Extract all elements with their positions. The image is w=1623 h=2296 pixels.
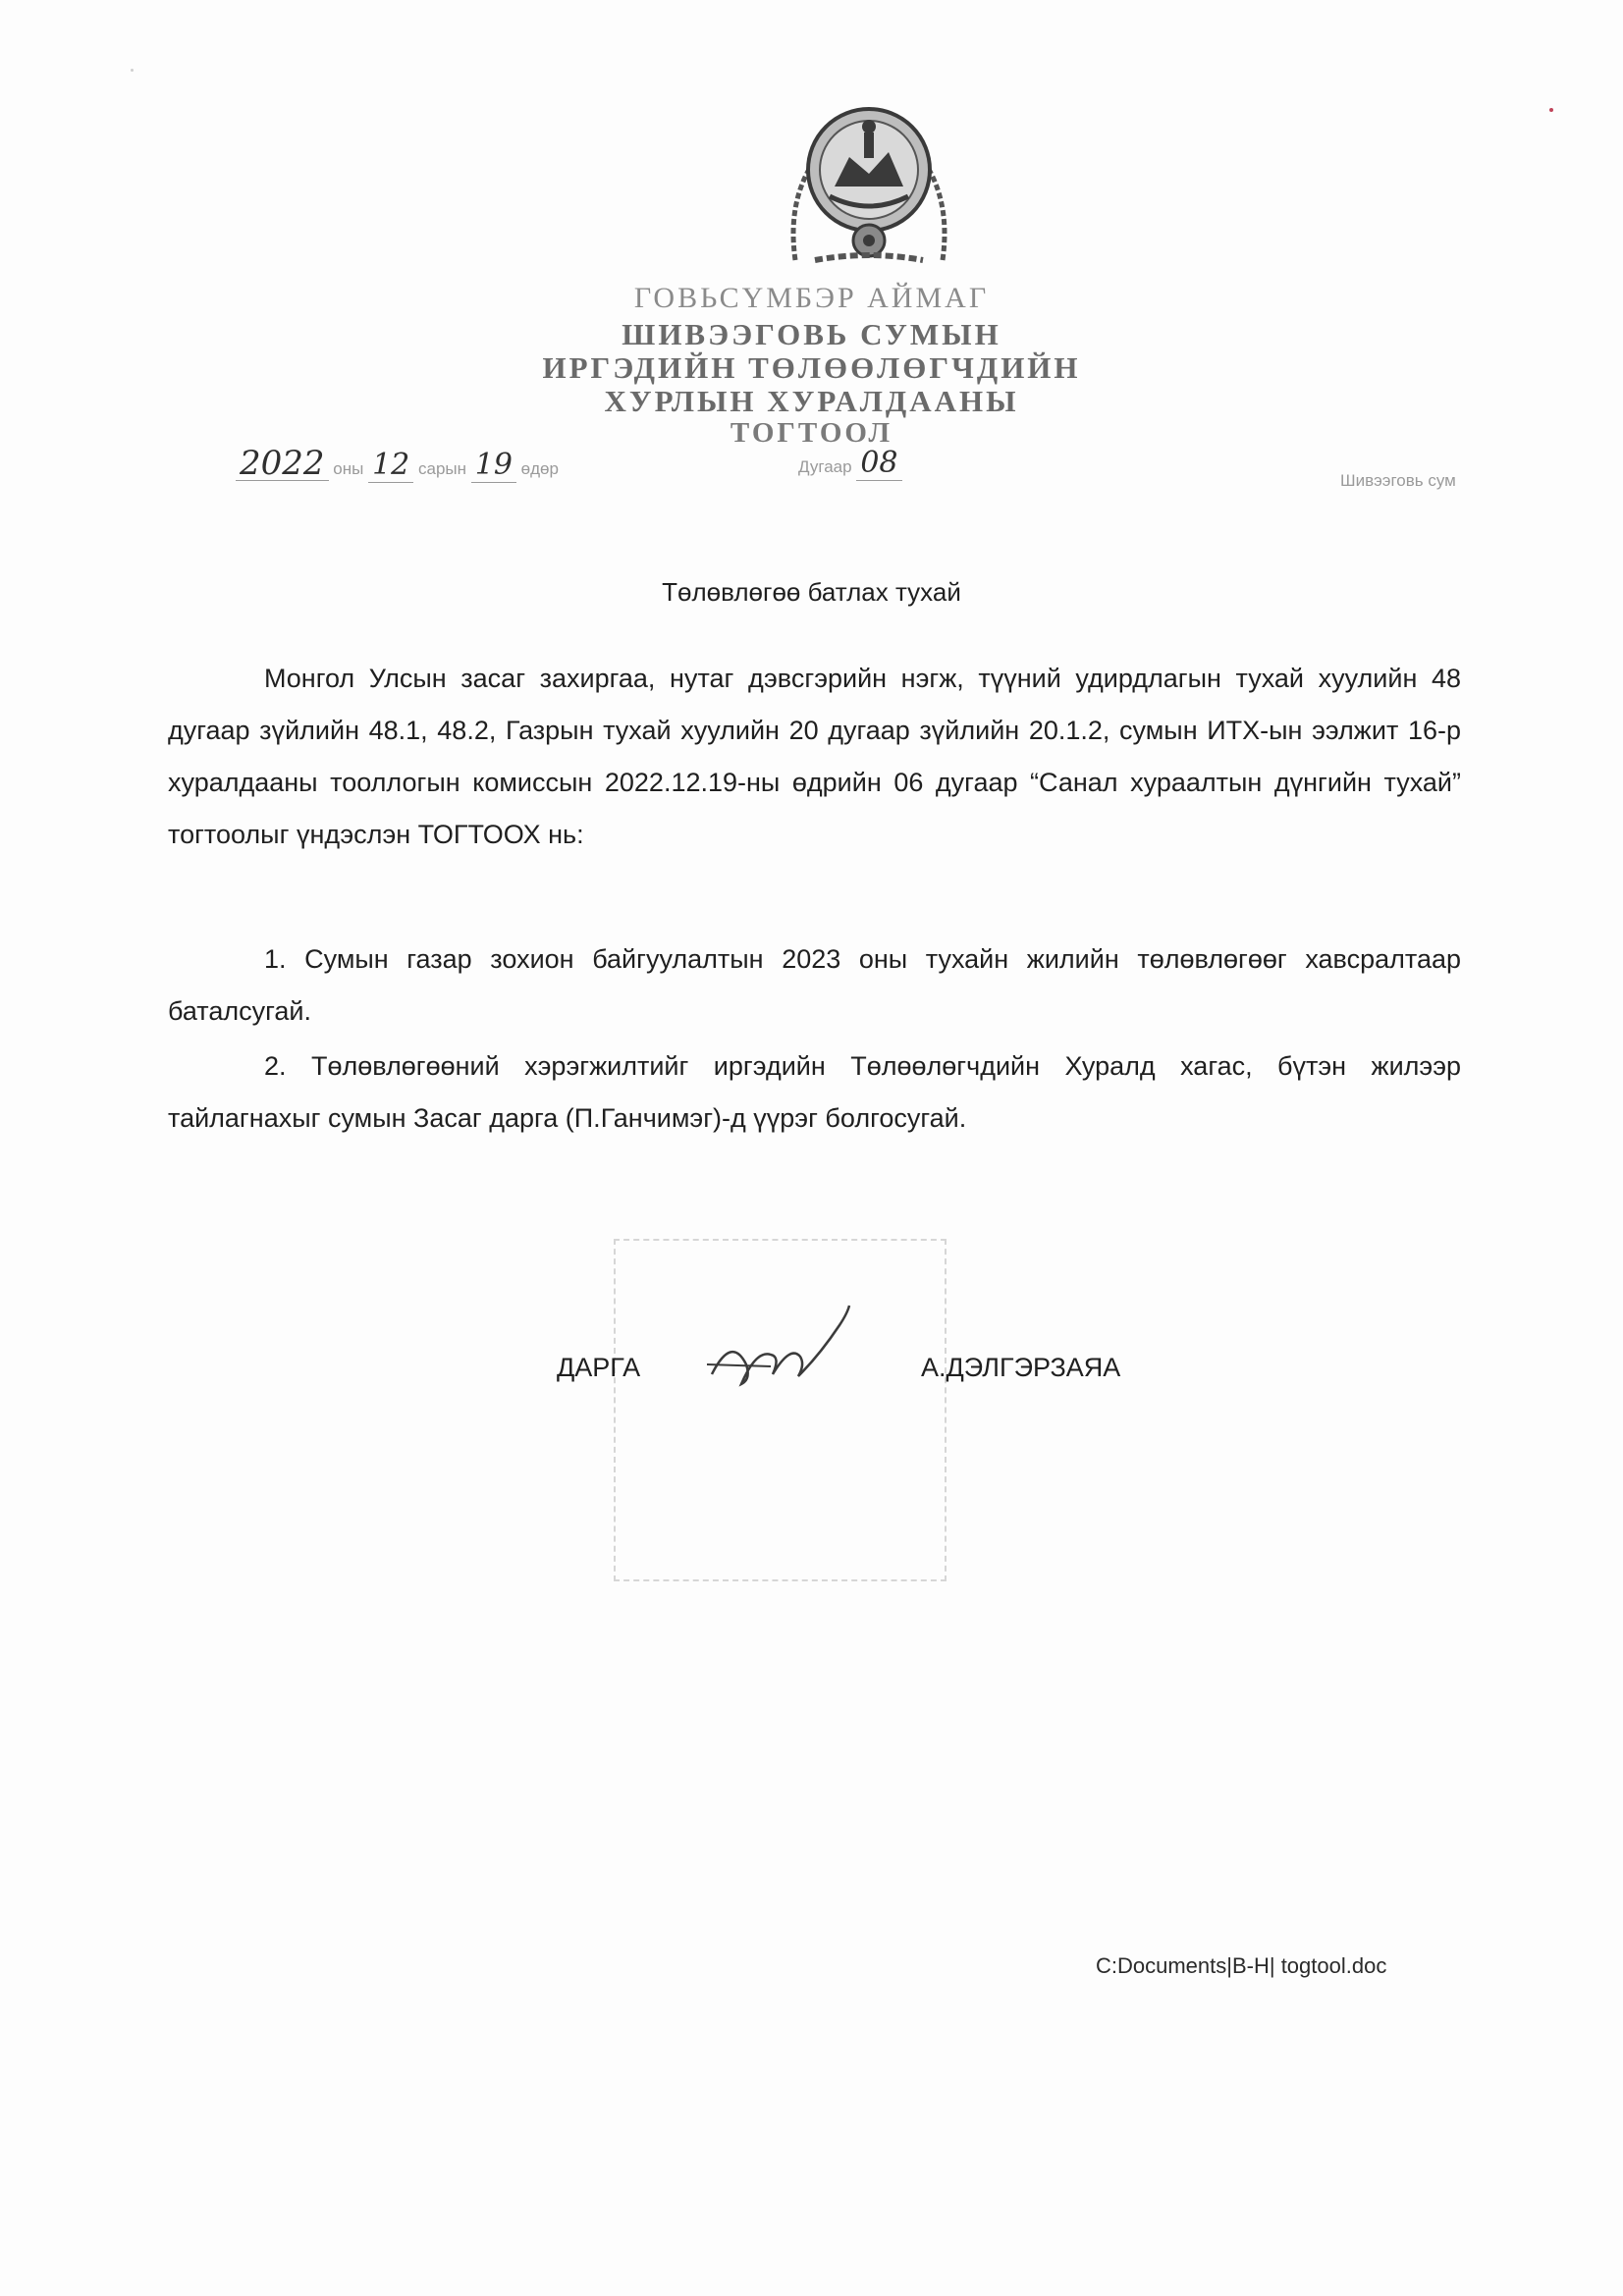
date-year-suffix: оны: [333, 459, 364, 478]
signatory-title: ДАРГА: [557, 1353, 641, 1382]
document-date: [236, 444, 559, 483]
document-type: ТОГТООЛ: [730, 417, 893, 449]
document-number: [798, 447, 902, 481]
stamp-area: [614, 1239, 947, 1581]
preamble-text: Монгол Улсын засаг захиргаа, нутаг дэвсгэрийн нэгж, түүний удирдлагын тухай хуулийн 48 дугаар зүйлийн 48.1, 48.2, Газрын тухай хуулийн 20 дугаар зүйлийн 20.1.2, сумын ИТХ-ын ээлжит 16-р хуралдааны тооллогын комиссын 2022.12.19-ны өдрийн 06 дугаар “Санал хураалтын дүнгийн тухай” тогтоолыг үндэслэн ТОГТООХ нь:: [168, 664, 1461, 849]
number-label: Дугаар: [798, 457, 852, 476]
decision-item-2-text: 2. Төлөвлөгөөний хэрэгжилтийг иргэдийн Төлөөлөгчдийн Хуралд хагас, бүтэн жилээр тайлагнахыг сумын Засаг дарга (П.Ганчимэг)-д үүрэг болгосугай.: [168, 1051, 1461, 1133]
date-month: 12: [368, 449, 413, 483]
signature-icon: [702, 1296, 859, 1404]
number-value: 08: [856, 447, 901, 481]
session-name: ХУРЛЫН ХУРАЛДААНЫ: [604, 384, 1019, 418]
decision-item-2: [168, 1041, 1461, 1145]
file-path: C:Documents|B-H| togtool.doc: [1096, 1953, 1387, 1978]
state-emblem-icon: [776, 103, 962, 270]
preamble-paragraph: [168, 653, 1461, 861]
date-day-suffix: өдөр: [520, 459, 559, 478]
signatory-name: А.ДЭЛГЭРЗАЯА: [921, 1353, 1121, 1382]
decision-item-1-text: 1. Сумын газар зохион байгуулалтын 2023 оны тухайн жилийн төлөвлөгөөг хавсралтаар баталсугай.: [168, 944, 1461, 1026]
date-day: 19: [471, 449, 516, 483]
date-year: 2022: [236, 447, 329, 481]
document-place: Шивээговь сум: [1340, 471, 1456, 490]
document-title: Төлөвлөгөө батлах тухай: [662, 577, 961, 607]
scan-speck: [1549, 108, 1553, 112]
date-month-suffix: сарын: [417, 459, 467, 478]
decision-item-1: [168, 934, 1461, 1038]
scan-speck: [131, 69, 134, 72]
council-name: ИРГЭДИЙН ТӨЛӨӨЛӨГЧДИЙН: [542, 350, 1081, 385]
sum-name: ШИВЭЭГОВЬ СУМЫН: [622, 317, 1001, 351]
aimag-name: ГОВЬСҮМБЭР АЙМАГ: [633, 282, 990, 314]
